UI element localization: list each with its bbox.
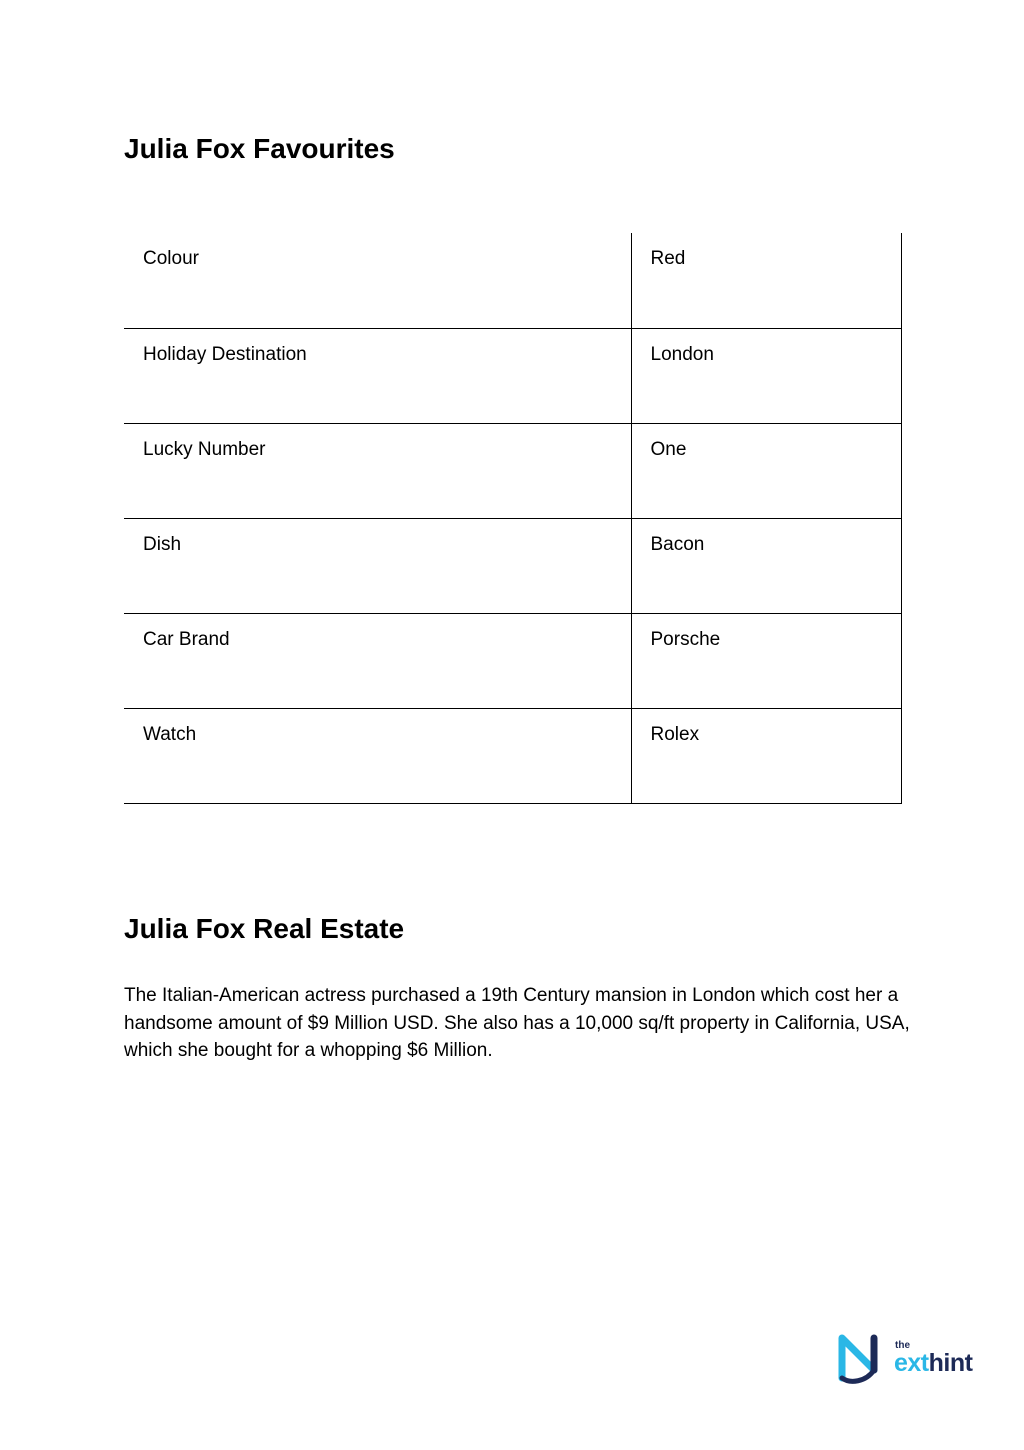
favourite-label: Holiday Destination <box>143 343 307 365</box>
favourite-value: Rolex <box>631 708 901 803</box>
table-row <box>124 708 901 803</box>
logo-hint-text: hint <box>928 1349 973 1377</box>
favourites-heading: Julia Fox Favourites <box>124 133 395 164</box>
realestate-heading: Julia Fox Real Estate <box>124 913 405 944</box>
favourite-value: Bacon <box>631 518 901 613</box>
favourite-value: Red <box>631 233 901 328</box>
table-row <box>124 328 901 423</box>
table-row <box>124 233 901 328</box>
table-row <box>124 613 901 708</box>
realestate-paragraph: The Italian-American actress purchased a 19th Century mansion in London which cost her a handsome amount of $9 Million USD. She also has a 10,000 sq/ft property in California, USA, which she bought for a whopping $6 Million. <box>124 985 910 1061</box>
favourite-label: Dish <box>143 533 182 555</box>
logo-wordmark <box>894 1349 972 1377</box>
logo-ext-text: ext <box>894 1349 929 1377</box>
favourite-label: Lucky Number <box>143 438 266 460</box>
n-logo-icon <box>836 1328 896 1388</box>
logo-the-text: the <box>895 1340 910 1351</box>
the-next-hint-logo <box>836 1328 996 1390</box>
favourite-label: Watch <box>143 723 197 745</box>
table-row <box>124 423 901 518</box>
table-row <box>124 518 901 613</box>
favourite-label: Car Brand <box>143 628 230 650</box>
favourite-value: Porsche <box>631 613 901 708</box>
favourite-label: Colour <box>143 248 199 269</box>
favourite-value: One <box>631 423 901 518</box>
favourite-value: London <box>631 328 901 423</box>
favourites-table <box>124 233 902 804</box>
